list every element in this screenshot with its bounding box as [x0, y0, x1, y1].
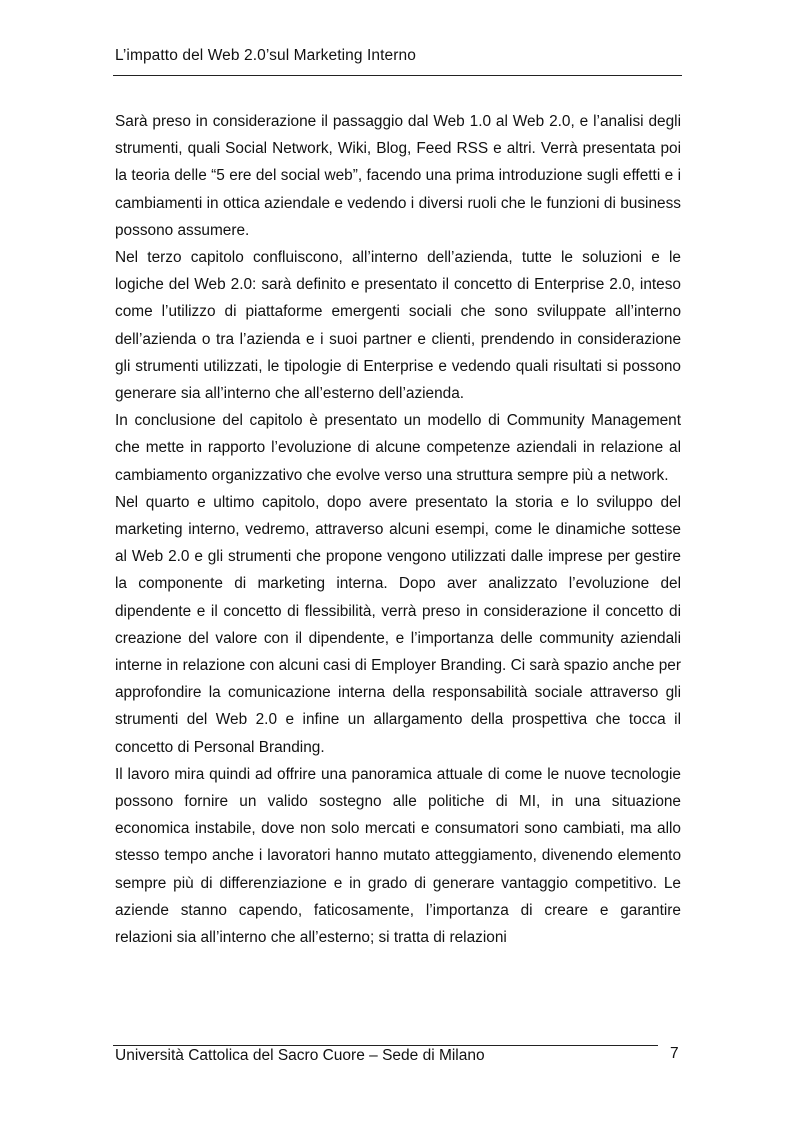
- paragraph-3: In conclusione del capitolo è presentato un modello di Community Management che mette in rapporto l’evoluzione di alcune competenze aziendali in relazione al cambiamento organizzativo che evolve verso una struttura sempre più a network.: [115, 412, 681, 484]
- paragraph-1: Sarà preso in considerazione il passaggio dal Web 1.0 al Web 2.0, e l’analisi degli strumenti, quali Social Network, Wiki, Blog, Feed RSS e altri. Verrà presentata poi la teoria delle “5 ere del social web”, facendo una prima introduzione sugli effetti e i cambiamenti in ottica aziendale e vedendo i diversi ruoli che le funzioni di business possono assumere.: [115, 113, 681, 239]
- paragraph-4: Nel quarto e ultimo capitolo, dopo avere presentato la storia e lo sviluppo del marketing interno, vedremo, attraverso alcuni esempi, come le dinamiche sottese al Web 2.0 e gli strumenti che propone vengono utilizzati dalle imprese per gestire la componente di marketing interna. Dopo aver analizzato l’evoluzione del dipendente e il concetto di flessibilità, verrà preso in considerazione il concetto di creazione del valore con il dipendente, e l’importanza delle community aziendali interne in relazione con alcuni casi di Employer Branding. Ci sarà spazio anche per approfondire la comunicazione interna della responsabilità sociale attraverso gli strumenti del Web 2.0 e infine un allargamento della prospettiva che tocca il concetto di Personal Branding.: [115, 493, 681, 756]
- header-divider: [113, 75, 682, 76]
- footer-institution: Università Cattolica del Sacro Cuore – Sede di Milano: [115, 1047, 485, 1064]
- body-text: [115, 108, 681, 951]
- paragraph-2: Nel terzo capitolo confluiscono, all’interno dell’azienda, tutte le soluzioni e le logiche del Web 2.0: sarà definito e presentato il concetto di Enterprise 2.0, inteso come l’utilizzo di piattaforme emergenti sociali che sono sviluppate all’interno dell’azienda o tra l’azienda e i suoi partner e clienti, prendendo in considerazione gli strumenti utilizzati, le tipologie di Enterprise e vedendo quali risultati si possono generare sia all’interno che all’esterno dell’azienda.: [115, 249, 681, 403]
- footer-divider: [113, 1045, 658, 1046]
- page-number: 7: [670, 1045, 679, 1062]
- running-header: L’impatto del Web 2.0’sul Marketing Interno: [115, 47, 416, 64]
- paragraph-5: Il lavoro mira quindi ad offrire una panoramica attuale di come le nuove tecnologie possono fornire un valido sostegno alle politiche di MI, in una situazione economica instabile, dove non solo mercati e consumatori sono cambiati, ma allo stesso tempo anche i lavoratori hanno mutato atteggiamento, divenendo elemento sempre più di differenziazione e in grado di generare vantaggio competitivo. Le aziende stanno capendo, faticosamente, l’importanza di creare e garantire relazioni sia all’interno che all’esterno; si tratta di relazioni: [115, 765, 681, 947]
